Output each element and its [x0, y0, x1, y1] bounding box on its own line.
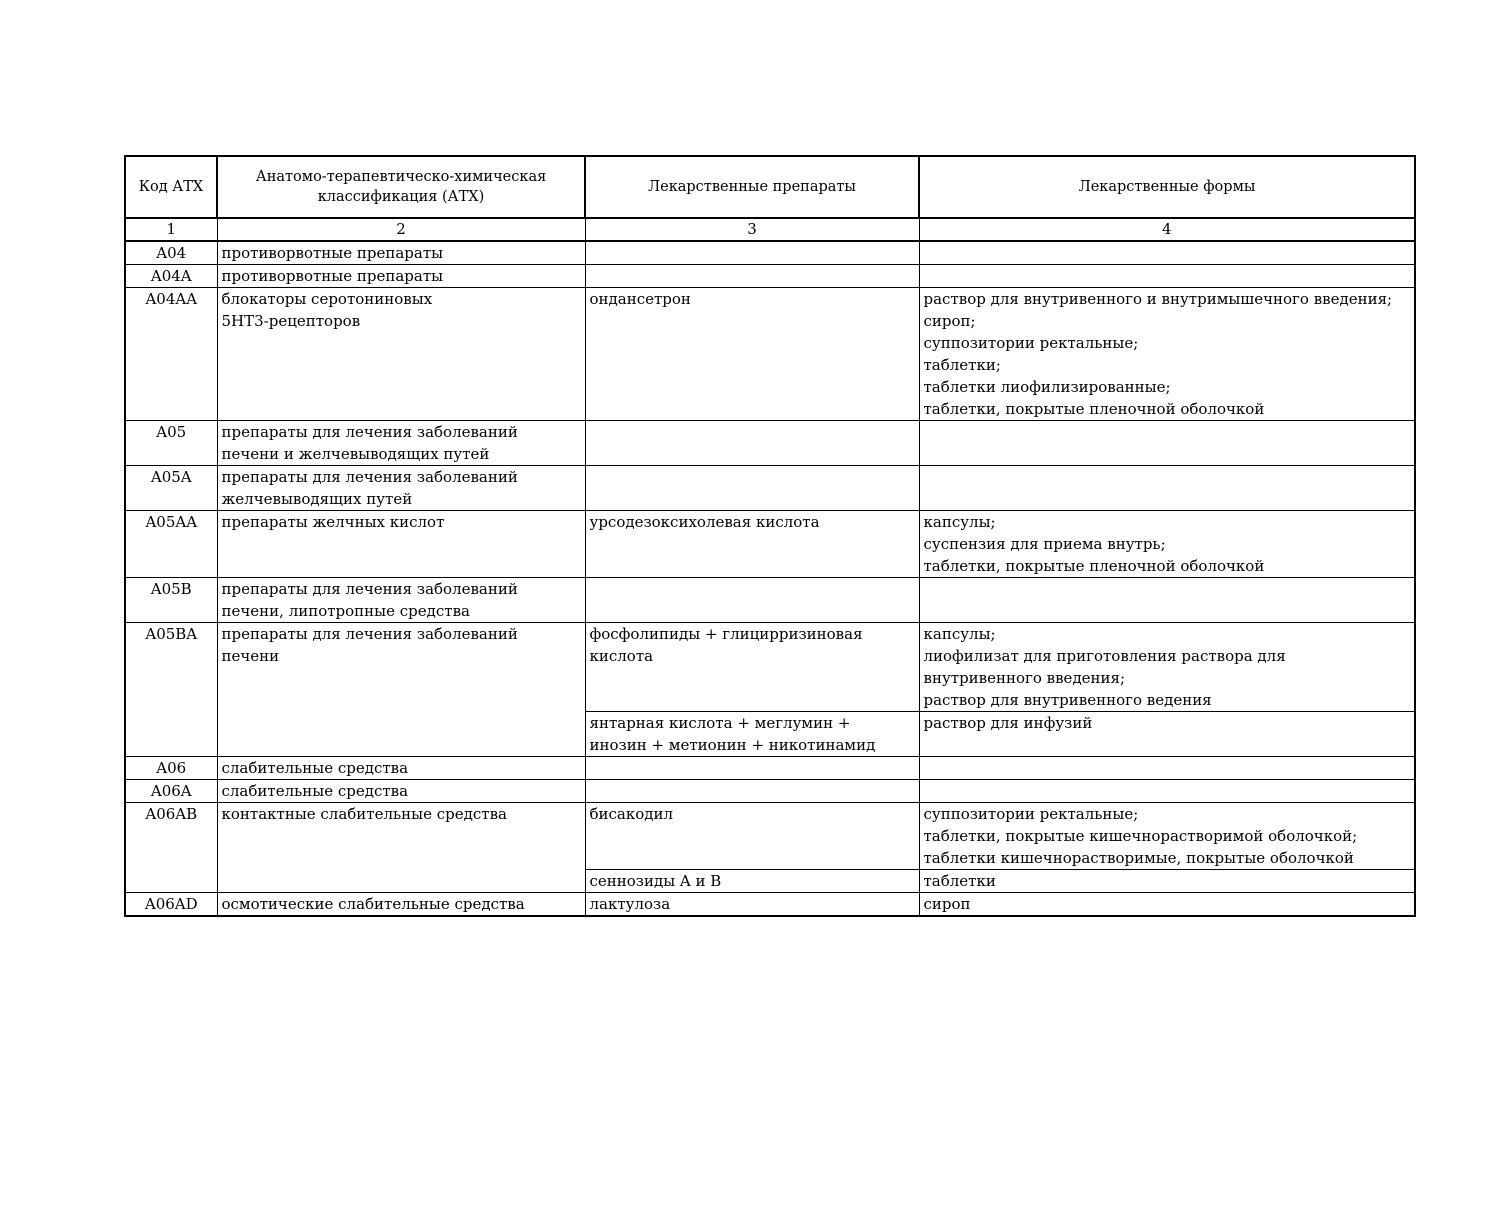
classification-text: препараты для лечения заболеваний	[221, 468, 518, 486]
drug-cell	[585, 421, 919, 466]
classification-text: противорвотные препараты	[221, 267, 444, 285]
dosage-forms-cell	[919, 421, 1415, 466]
atc-classification-cell	[217, 511, 585, 578]
dosage-forms-cell	[919, 803, 1415, 870]
dosage-form: лиофилизат для приготовления раствора для	[923, 647, 1286, 665]
dosage-form: раствор для инфузий	[923, 714, 1093, 732]
column-number-row	[125, 218, 1415, 241]
drug-cell	[585, 870, 919, 893]
table-row	[125, 803, 1415, 870]
atc-classification-cell	[217, 780, 585, 803]
atc-classification-cell	[217, 421, 585, 466]
drug-cell	[585, 265, 919, 288]
dosage-forms-cell	[919, 466, 1415, 511]
classification-text: печени, липотропные средства	[221, 602, 470, 620]
table-row	[125, 511, 1415, 578]
dosage-form: раствор для внутривенного ведения	[923, 691, 1212, 709]
drug-cell	[585, 780, 919, 803]
dosage-forms-cell	[919, 511, 1415, 578]
table-row	[125, 780, 1415, 803]
table-row	[125, 466, 1415, 511]
classification-text: желчевыводящих путей	[221, 490, 413, 508]
drug-name: урсодезоксихолевая кислота	[589, 513, 820, 531]
drug-cell	[585, 712, 919, 757]
atc-code-cell: A05B	[125, 578, 217, 623]
dosage-forms-cell	[919, 265, 1415, 288]
header-row	[125, 156, 1415, 218]
dosage-form: капсулы;	[923, 513, 996, 531]
dosage-forms-cell	[919, 578, 1415, 623]
atc-code-cell: A05A	[125, 466, 217, 511]
atc-classification-cell	[217, 466, 585, 511]
atc-code-cell: A05BA	[125, 623, 217, 757]
drug-cell	[585, 511, 919, 578]
dosage-form: суспензия для приема внутрь;	[923, 535, 1166, 553]
atc-code-cell: A06AD	[125, 893, 217, 917]
drug-cell	[585, 803, 919, 870]
drug-cell	[585, 757, 919, 780]
classification-text: противорвотные препараты	[221, 244, 444, 262]
dosage-form: таблетки, покрытые пленочной оболочкой	[923, 557, 1265, 575]
table-row	[125, 421, 1415, 466]
classification-text: препараты желчных кислот	[221, 513, 445, 531]
drug-cell	[585, 893, 919, 917]
dosage-form: таблетки лиофилизированные;	[923, 378, 1171, 396]
dosage-forms-cell	[919, 288, 1415, 421]
atc-classification-cell	[217, 265, 585, 288]
table-row	[125, 757, 1415, 780]
dosage-form: внутривенного введения;	[923, 669, 1126, 687]
column-number: 1	[125, 218, 217, 241]
classification-text: блокаторы серотониновых	[221, 290, 433, 308]
drug-name: янтарная кислота + меглумин +	[589, 714, 851, 732]
atc-classification-cell	[217, 241, 585, 265]
dosage-forms-cell	[919, 623, 1415, 712]
dosage-form: таблетки кишечнорастворимые, покрытые оболочкой	[923, 849, 1354, 867]
dosage-forms-cell	[919, 780, 1415, 803]
column-number: 3	[585, 218, 919, 241]
table-row	[125, 265, 1415, 288]
dosage-form: таблетки, покрытые пленочной оболочкой	[923, 400, 1265, 418]
atc-code-cell: A04AA	[125, 288, 217, 421]
dosage-forms-cell	[919, 893, 1415, 917]
dosage-form: таблетки	[923, 872, 996, 890]
classification-text: слабительные средства	[221, 782, 409, 800]
table-row	[125, 623, 1415, 712]
drug-name: сеннозиды A и B	[589, 872, 722, 890]
drug-cell	[585, 578, 919, 623]
drug-cell	[585, 466, 919, 511]
dosage-form: суппозитории ректальные;	[923, 805, 1139, 823]
document-page	[124, 155, 1414, 917]
drug-name: лактулоза	[589, 895, 671, 913]
atc-classification-cell	[217, 578, 585, 623]
drug-cell	[585, 623, 919, 712]
atc-code-cell: A05AA	[125, 511, 217, 578]
table-row	[125, 578, 1415, 623]
dosage-form: сироп	[923, 895, 971, 913]
drug-name: инозин + метионин + никотинамид	[589, 736, 876, 754]
atc-code-cell: A06A	[125, 780, 217, 803]
table-row	[125, 893, 1415, 917]
atc-classification-cell	[217, 288, 585, 421]
table-row	[125, 241, 1415, 265]
header-code: Код АТХ	[125, 156, 217, 218]
dosage-form: раствор для внутривенного и внутримышечного введения;	[923, 290, 1393, 308]
classification-text: 5HT3-рецепторов	[221, 312, 361, 330]
classification-text: печени и желчевыводящих путей	[221, 445, 490, 463]
classification-text: слабительные средства	[221, 759, 409, 777]
drug-cell	[585, 241, 919, 265]
header-classification: Анатомо-терапевтическо-химическая классификация (АТХ)	[217, 156, 585, 218]
drug-cell	[585, 288, 919, 421]
classification-text: контактные слабительные средства	[221, 805, 507, 823]
atc-code-cell: A04	[125, 241, 217, 265]
dosage-form: таблетки, покрытые кишечнорастворимой оболочкой;	[923, 827, 1358, 845]
atc-table	[124, 155, 1416, 917]
drug-name: бисакодил	[589, 805, 674, 823]
header-drugs: Лекарственные препараты	[585, 156, 919, 218]
dosage-forms-cell	[919, 712, 1415, 757]
atc-classification-cell	[217, 803, 585, 893]
atc-classification-cell	[217, 623, 585, 757]
dosage-form: суппозитории ректальные;	[923, 334, 1139, 352]
dosage-form: таблетки;	[923, 356, 1001, 374]
column-number: 4	[919, 218, 1415, 241]
atc-classification-cell	[217, 893, 585, 917]
atc-classification-cell	[217, 757, 585, 780]
column-number: 2	[217, 218, 585, 241]
drug-name: кислота	[589, 647, 654, 665]
atc-code-cell: A06	[125, 757, 217, 780]
drug-name: ондансетрон	[589, 290, 691, 308]
dosage-form: сироп;	[923, 312, 976, 330]
dosage-form: капсулы;	[923, 625, 996, 643]
dosage-forms-cell	[919, 870, 1415, 893]
classification-text: препараты для лечения заболеваний	[221, 580, 518, 598]
dosage-forms-cell	[919, 241, 1415, 265]
atc-code-cell: A05	[125, 421, 217, 466]
classification-text: препараты для лечения заболеваний	[221, 423, 518, 441]
classification-text: осмотические слабительные средства	[221, 895, 525, 913]
classification-text: печени	[221, 647, 280, 665]
dosage-forms-cell	[919, 757, 1415, 780]
classification-text: препараты для лечения заболеваний	[221, 625, 518, 643]
atc-code-cell: A04A	[125, 265, 217, 288]
atc-code-cell: A06AB	[125, 803, 217, 893]
drug-name: фосфолипиды + глицирризиновая	[589, 625, 863, 643]
table-row	[125, 288, 1415, 421]
header-forms: Лекарственные формы	[919, 156, 1415, 218]
